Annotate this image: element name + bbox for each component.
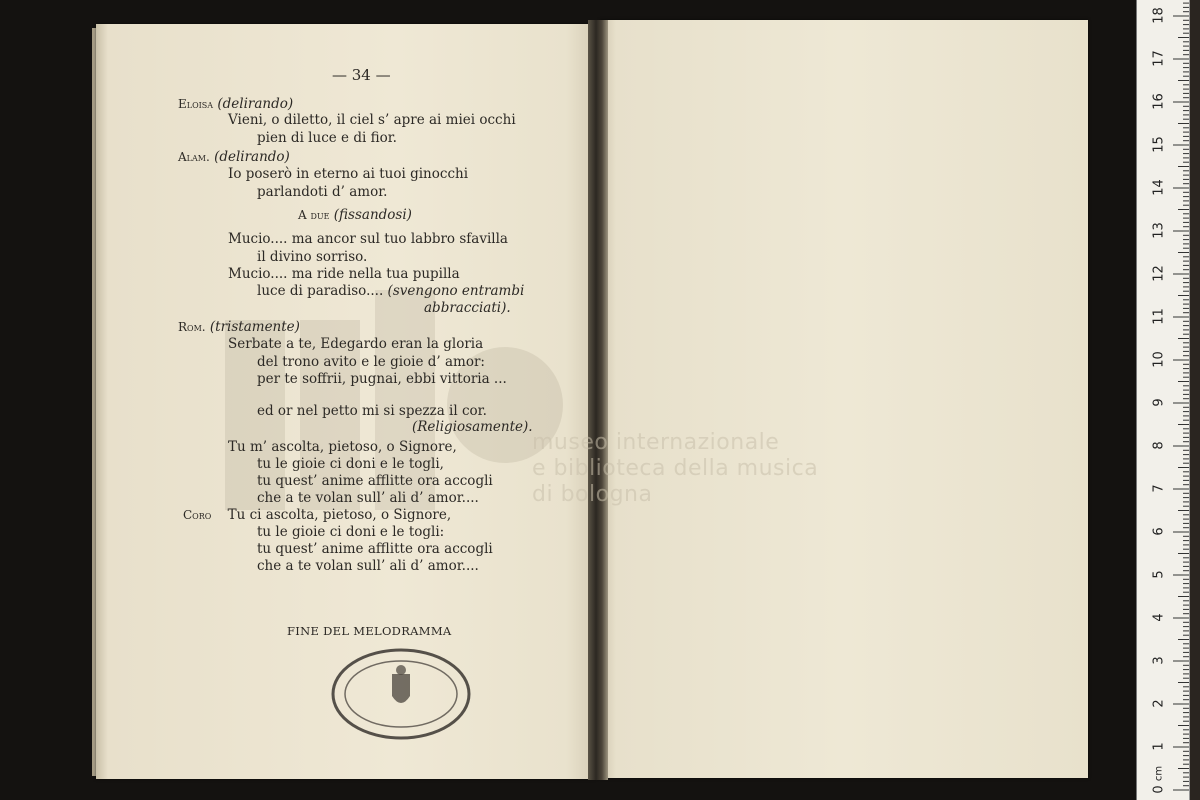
ruler-label: 2 (1151, 699, 1167, 708)
verse-line: Mucio.... ma ride nella tua pupilla (228, 266, 460, 282)
ruler-unit-label: cm (1153, 765, 1165, 782)
verse-text: luce di paradiso.... (257, 283, 384, 299)
stage-direction: abbracciati). (424, 300, 511, 316)
ruler-label: 16 (1151, 93, 1167, 110)
ruler-label: 12 (1151, 265, 1167, 282)
verse-line: tu quest’ anime afflitte ora accogli (257, 473, 493, 489)
verse-line: che a te volan sull’ ali d’ amor.... (257, 490, 479, 506)
speaker-line (183, 509, 451, 523)
verse-line: tu le gioie ci doni e le togli: (257, 524, 445, 540)
stage-direction: (fissandosi) (333, 207, 412, 223)
speaker-line (178, 321, 300, 335)
speaker-name: Coro (183, 508, 212, 522)
watermark-line-3: di bologna (532, 482, 653, 507)
verse-line: tu quest’ anime afflitte ora accogli (257, 541, 493, 557)
verse-line: Io poserò in eterno ai tuoi ginocchi (228, 166, 469, 182)
speaker-line (298, 209, 412, 223)
ruler-label: 18 (1151, 7, 1167, 24)
verse-line: che a te volan sull’ ali d’ amor.... (257, 558, 479, 574)
ruler-label: 10 (1151, 351, 1167, 368)
verse-line: il divino sorriso. (257, 249, 368, 265)
verse-line: parlandoti d’ amor. (257, 184, 388, 200)
ruler-label: 17 (1151, 50, 1167, 67)
watermark-line-2: e biblioteca della musica (532, 456, 819, 481)
measuring-ruler (1136, 0, 1190, 800)
book-gutter (588, 20, 608, 780)
stage-direction: (tristamente) (209, 319, 300, 335)
verse-line: Serbate a te, Edegardo eran la gloria (228, 336, 484, 352)
stamp-crest (392, 674, 410, 703)
verse-line: Vieni, o diletto, il ciel s’ apre ai miei occhi (228, 112, 516, 128)
page-number: — 34 — (332, 66, 391, 84)
watermark-line-1: museo internazionale (532, 430, 780, 455)
verse-line: Mucio.... ma ancor sul tuo labbro sfavilla (228, 231, 508, 247)
ruler-label: 14 (1151, 179, 1167, 196)
verse-text: Tu ci ascolta, pietoso, o Signore, (227, 507, 452, 523)
ruler-label: 6 (1151, 527, 1167, 536)
ruler-label: 13 (1151, 222, 1167, 239)
stamp-crown (396, 665, 406, 675)
ruler-label: 5 (1151, 570, 1167, 579)
speaker-line (178, 151, 290, 165)
speaker-name: Eloisa (178, 97, 214, 111)
end-title: FINE DEL MELODRAMMA (287, 624, 452, 638)
verse-line: ed or nel petto mi si spezza il cor. (257, 403, 487, 419)
stage-direction: (delirando) (214, 149, 290, 165)
verse-line: Tu m’ ascolta, pietoso, o Signore, (228, 439, 457, 455)
verse-line (257, 285, 524, 299)
ruler-label: 8 (1151, 441, 1167, 450)
speaker-name: A due (298, 208, 330, 222)
ruler-label: 0 (1151, 785, 1167, 794)
ruler-label: 7 (1151, 484, 1167, 493)
verse-line: pien di luce e di fior. (257, 130, 397, 146)
verse-line: per te soffrii, pugnai, ebbi vittoria ... (257, 371, 507, 387)
verse-line: tu le gioie ci doni e le togli, (257, 456, 444, 472)
verse-line: del trono avito e le gioie d’ amor: (257, 354, 485, 370)
library-stamp (330, 646, 472, 742)
ruler-label: 9 (1151, 398, 1167, 407)
speaker-line (178, 98, 293, 112)
right-page (600, 20, 1088, 778)
speaker-name: Rom. (178, 320, 206, 334)
ruler-label: 15 (1151, 136, 1167, 153)
ruler-label: 1 (1151, 742, 1167, 751)
ruler-label: 11 (1151, 308, 1167, 325)
ruler-label: 4 (1151, 613, 1167, 622)
stage-direction: (delirando) (217, 96, 294, 112)
speaker-name: Alam. (178, 150, 210, 164)
stage-direction: (Religiosamente). (412, 419, 533, 435)
stage-direction: (svengono entrambi (387, 283, 525, 299)
ruler-label: 3 (1151, 656, 1167, 665)
